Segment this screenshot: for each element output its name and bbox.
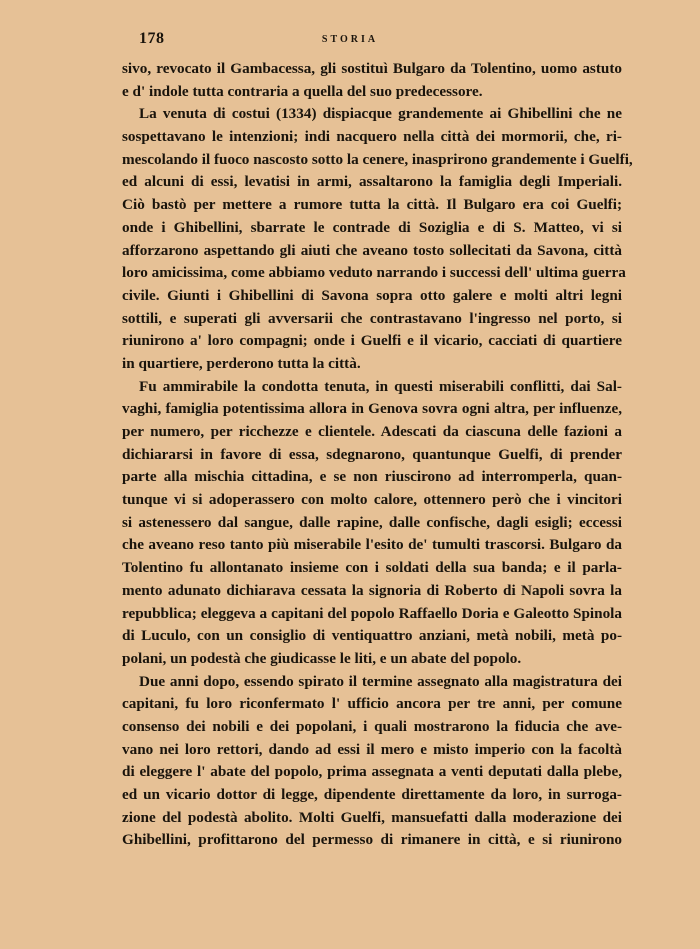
running-head: STORIA	[321, 34, 379, 45]
text-line: e d' indole tutta contraria a quella del suo predecessore.	[122, 82, 483, 100]
text-line: di eleggere l' abate del popolo, prima assegnata a venti deputati dalla plebe,	[122, 763, 622, 781]
text-line: Ciò bastò per mettere a rumore tutta la città. Il Bulgaro era coi Guelfi;	[122, 196, 622, 214]
text-line: repubblica; eleggeva a capitani del popolo Raffaello Doria e Galeotto Spinola	[122, 604, 622, 622]
page-header	[0, 30, 700, 52]
page-number: 178	[139, 30, 165, 47]
text-line: vano nei loro rettori, dando ad essi il mero e misto imperio con la facoltà	[122, 740, 622, 758]
text-line: tunque vi si adoperassero con molto calore, ottennero però che i vincitori	[122, 491, 622, 509]
text-line: si astenessero dal sangue, dalle rapine, dalle confische, dagli esigli; eccessi	[122, 513, 622, 531]
text-line: Ghibellini, profittarono del permesso di rimanere in città, e si riunirono	[122, 831, 622, 849]
text-line: Due anni dopo, essendo spirato il termine assegnato alla magistratura dei	[139, 672, 622, 690]
text-line: vaghi, famiglia potentissima allora in Genova sovra ogni altra, per influenze,	[122, 400, 622, 418]
text-line: loro amicissima, come abbiamo veduto narrando i successi dell' ultima guerra	[122, 264, 626, 282]
text-line: zione del podestà abolito. Molti Guelfi, mansuefatti dalla moderazione dei	[122, 808, 622, 826]
text-line: afforzarono aspettando gli aiuti che aveano tosto sollecitati da Savona, città	[122, 241, 622, 259]
text-line: mento adunato dichiarava cessata la signoria di Roberto di Napoli sovra la	[122, 581, 622, 599]
body-text	[122, 58, 633, 852]
text-line: riunirono a' loro compagni; onde i Guelfi e il vicario, cacciati di quartiere	[122, 332, 622, 350]
text-line: di Luculo, con un consiglio di ventiquattro anziani, metà nobili, metà po-	[122, 627, 622, 645]
text-line: ed un vicario dottor di legge, dipendente direttamente da loro, in surroga-	[122, 786, 622, 803]
text-line: civile. Giunti i Ghibellini di Savona sopra otto galere e molti altri legni	[122, 286, 622, 304]
text-line: La venuta di costui (1334) dispiacque grandemente ai Ghibellini che ne	[139, 105, 622, 123]
text-line: sottili, e superati gli avversarii che contrastavano l'ingresso nel porto, si	[122, 309, 622, 327]
text-line: parte alla mischia cittadina, e se non riuscirono ad interromperla, quan-	[122, 468, 622, 486]
text-line: per numero, per ricchezze e clientele. Adescati da ciascuna delle fazioni a	[122, 423, 622, 440]
paragraph	[122, 103, 633, 375]
text-line: consenso dei nobili e dei popolani, i quali mostrarono la fiducia che ave-	[122, 717, 622, 735]
paragraph	[122, 671, 622, 853]
text-line: sivo, revocato il Gambacessa, gli sostituì Bulgaro da Tolentino, uomo astuto	[122, 60, 622, 77]
text-line: onde i Ghibellini, sbarrate le contrade di Soziglia e di S. Matteo, vi si	[122, 218, 622, 236]
paragraph	[122, 58, 622, 103]
text-line: Fu ammirabile la condotta tenuta, in questi miserabili conflitti, dai Sal-	[139, 377, 622, 395]
text-line: Tolentino fu allontanato insieme con i soldati della sua banda; e il parla-	[122, 559, 622, 577]
text-line: dichiararsi in favore di essa, sdegnarono, quantunque Guelfi, di prender	[122, 445, 622, 463]
text-line: in quartiere, perderono tutta la città.	[122, 354, 361, 372]
text-line: polani, un podestà che giudicasse le liti, e un abate del popolo.	[122, 649, 522, 667]
text-line: capitani, fu loro riconfermato l' ufficio ancora per tre anni, per comune	[122, 695, 622, 713]
text-line: che aveano reso tanto più miserabile l'esito de' tumulti trascorsi. Bulgaro da	[122, 536, 622, 554]
text-line: sospettavano le intenzioni; indi nacquero nella città dei mormorii, che, ri-	[122, 128, 622, 146]
text-line: mescolando il fuoco nascosto sotto la cenere, inasprirono grandemente i Guelfi,	[122, 150, 633, 168]
text-line: ed alcuni di essi, levatisi in armi, assaltarono la famiglia degli Imperiali.	[122, 173, 622, 191]
paragraph	[122, 376, 622, 671]
